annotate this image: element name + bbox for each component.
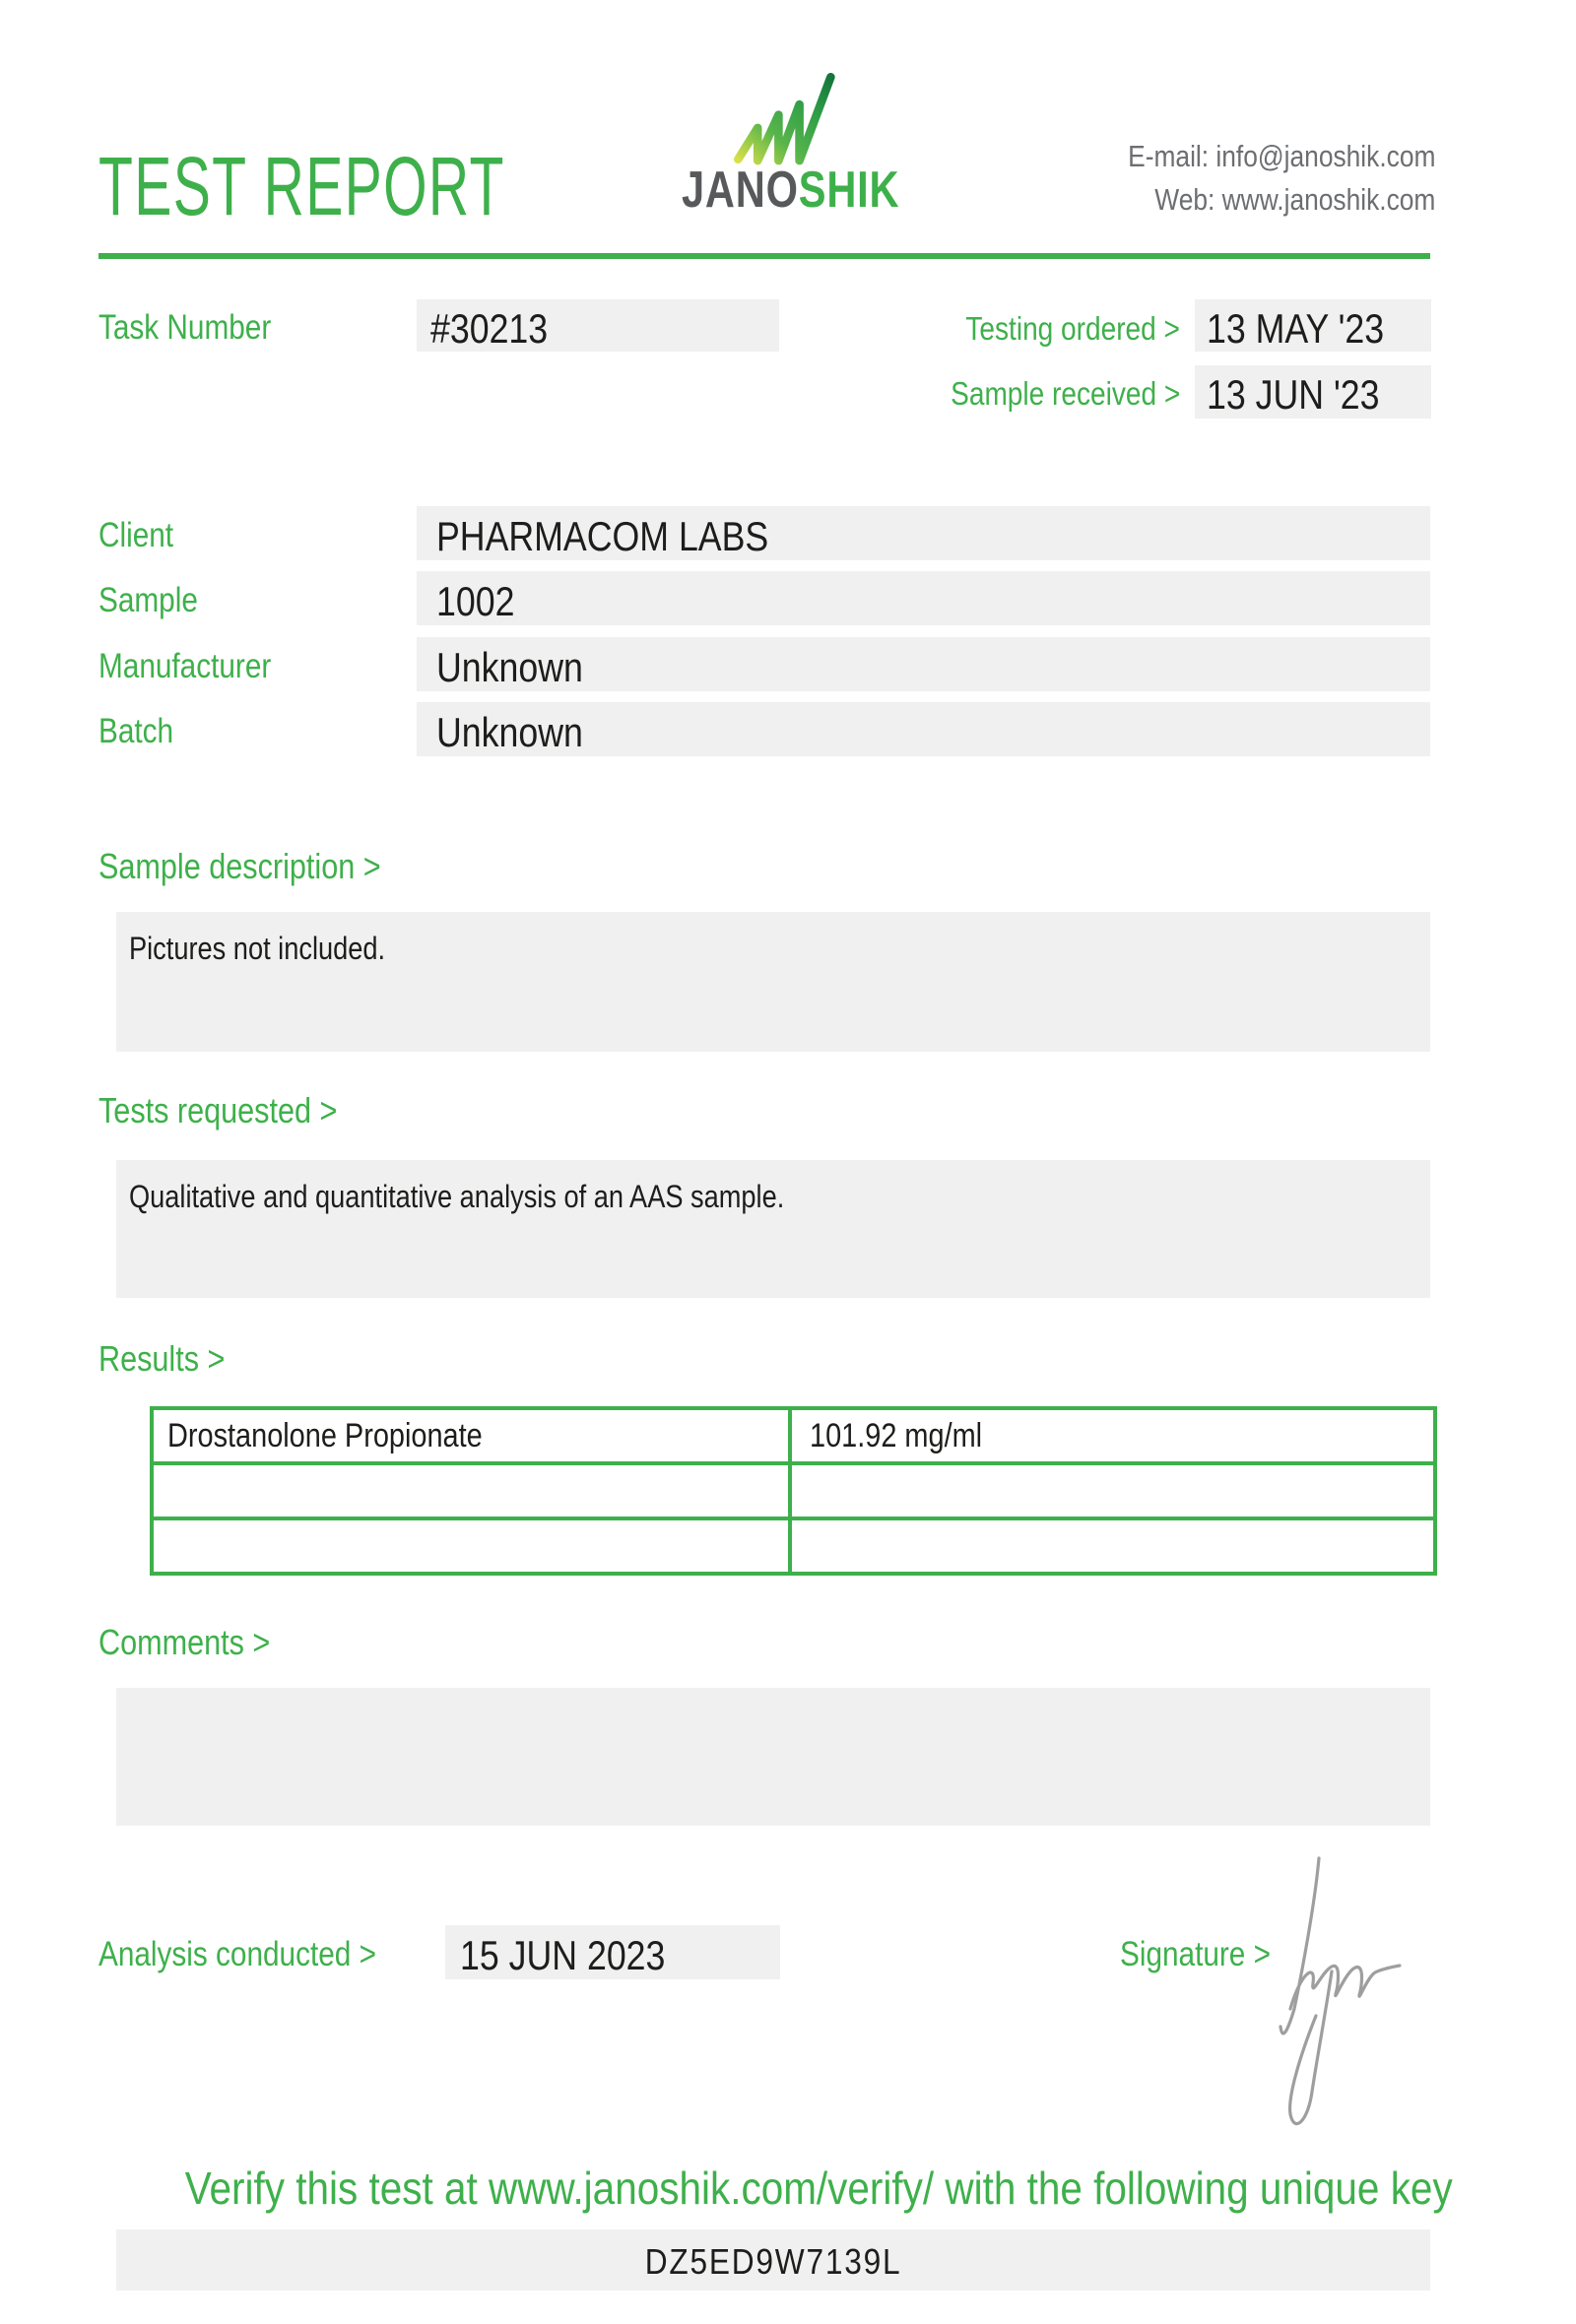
page-title: TEST REPORT <box>98 139 505 232</box>
analyte-cell: Drostanolone Propionate <box>152 1408 790 1463</box>
results-table <box>150 1406 1437 1576</box>
result-cell <box>790 1463 1435 1518</box>
sample-value: 1002 <box>417 571 1430 625</box>
table-row <box>152 1408 1435 1463</box>
comments-box <box>116 1688 1430 1826</box>
signature-label: Signature > <box>1120 1935 1271 1974</box>
verify-text: Verify this test at www.janoshik.com/verify/ with the following unique key <box>184 2162 1453 2214</box>
testing-ordered-label: Testing ordered > <box>965 309 1180 347</box>
logo-word-dark: JANO <box>682 161 799 220</box>
logo-wordmark <box>682 161 954 220</box>
table-row <box>152 1463 1435 1518</box>
signature-image <box>1271 1843 1438 2139</box>
analysis-conducted-label: Analysis conducted > <box>98 1935 376 1974</box>
analyte-cell <box>152 1463 790 1518</box>
contact-email: E-mail: info@janoshik.com <box>1127 139 1435 174</box>
table-row <box>152 1518 1435 1574</box>
batch-label: Batch <box>98 712 174 751</box>
manufacturer-value: Unknown <box>417 637 1430 691</box>
contact-block <box>1074 134 1435 220</box>
contact-web: Web: www.janoshik.com <box>1153 181 1435 217</box>
sample-received-date: 13 JUN '23 <box>1195 365 1431 419</box>
unique-key: DZ5ED9W7139L <box>116 2229 1430 2291</box>
result-cell <box>790 1518 1435 1574</box>
tests-requested-box: Qualitative and quantitative analysis of an AAS sample. <box>116 1160 1430 1298</box>
task-number-value: #30213 <box>417 299 779 352</box>
sample-received-label: Sample received > <box>950 375 1180 413</box>
result-cell: 101.92 mg/ml <box>790 1408 1435 1463</box>
comments-heading: Comments > <box>98 1622 271 1663</box>
logo-word-green: SHIK <box>798 161 900 220</box>
header-divider <box>98 253 1430 259</box>
analyte-cell <box>152 1518 790 1574</box>
client-value: PHARMACOM LABS <box>417 506 1430 560</box>
sample-description-box: Pictures not included. <box>116 912 1430 1052</box>
batch-value: Unknown <box>417 702 1430 756</box>
manufacturer-label: Manufacturer <box>98 647 272 686</box>
testing-ordered-date: 13 MAY '23 <box>1195 299 1431 352</box>
client-label: Client <box>98 516 174 555</box>
analysis-date: 15 JUN 2023 <box>445 1925 780 1979</box>
tests-requested-heading: Tests requested > <box>98 1090 338 1131</box>
sample-description-heading: Sample description > <box>98 846 381 887</box>
rising-chart-icon <box>733 73 837 171</box>
results-heading: Results > <box>98 1338 226 1380</box>
task-number-label: Task Number <box>98 308 272 348</box>
sample-label: Sample <box>98 581 198 620</box>
